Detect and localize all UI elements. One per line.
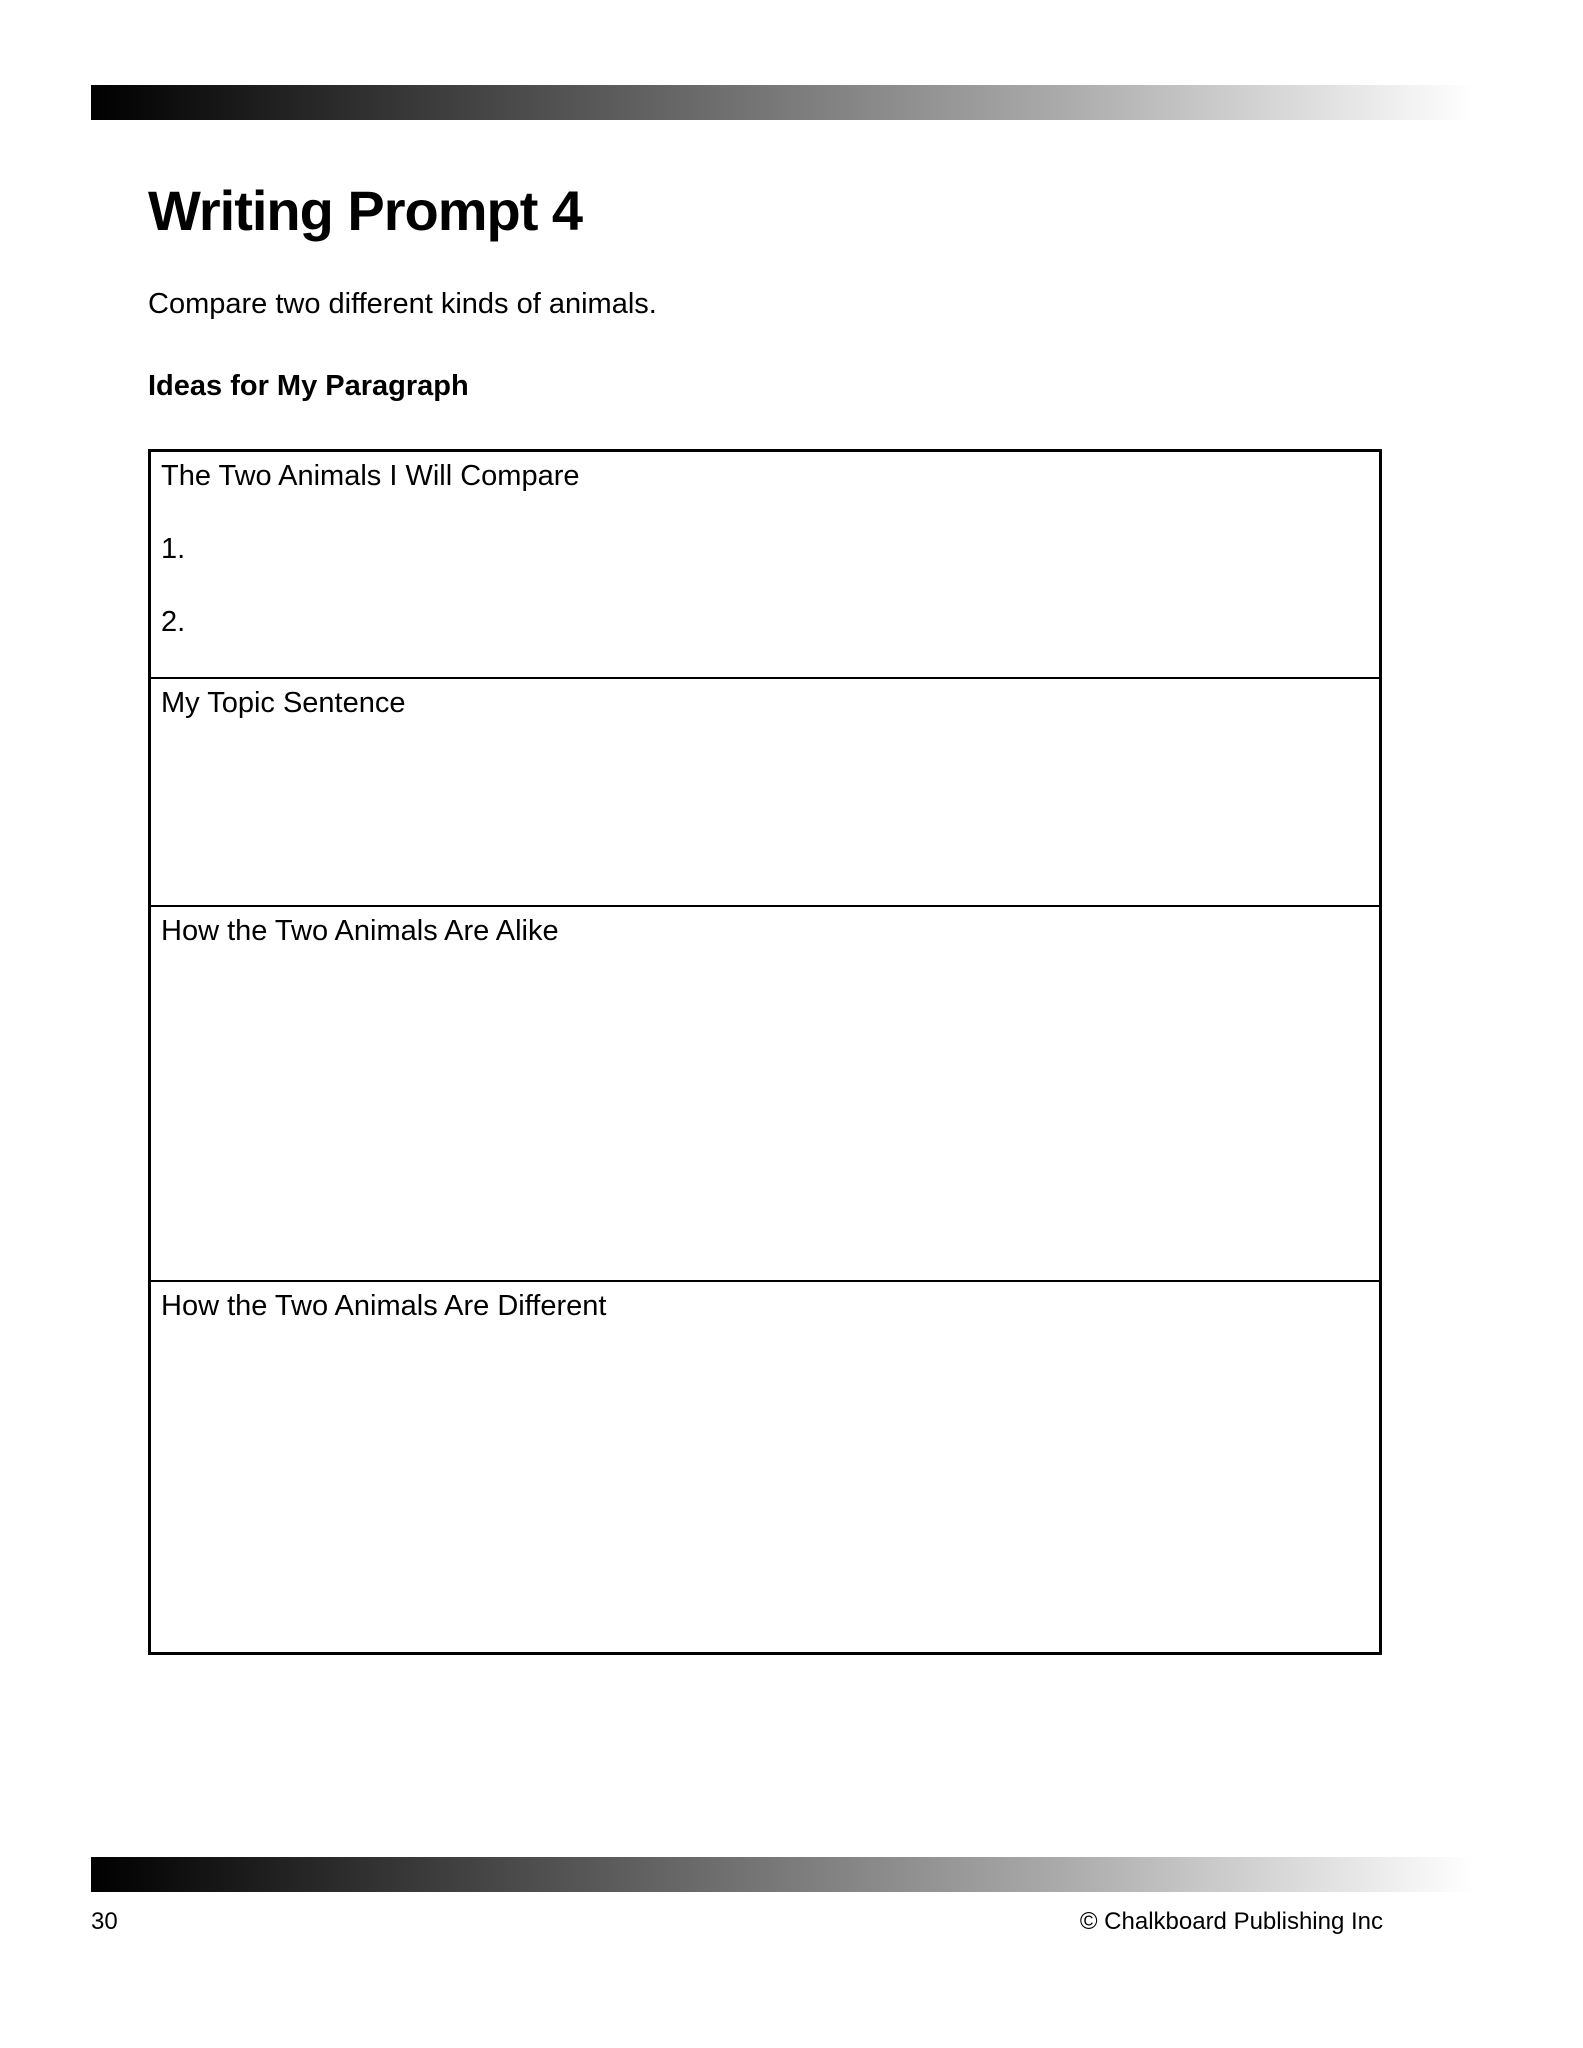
section-label: My Topic Sentence	[161, 687, 406, 719]
section-different[interactable]	[151, 1282, 1379, 1652]
header-gradient-bar	[91, 85, 1474, 120]
footer-gradient-bar	[91, 1857, 1474, 1892]
item-2: 2.	[161, 606, 186, 638]
section-animals[interactable]	[151, 452, 1379, 679]
ideas-heading: Ideas for My Paragraph	[148, 370, 469, 402]
page-title: Writing Prompt 4	[148, 179, 583, 242]
section-topic-sentence[interactable]	[151, 679, 1379, 907]
section-label: The Two Animals I Will Compare	[161, 460, 580, 492]
section-label: How the Two Animals Are Alike	[161, 915, 559, 947]
page-number: 30	[91, 1908, 118, 1935]
copyright: © Chalkboard Publishing Inc	[1079, 1908, 1383, 1935]
graphic-organizer	[148, 449, 1382, 1655]
prompt-text: Compare two different kinds of animals.	[148, 288, 657, 320]
item-1: 1.	[161, 533, 186, 565]
section-alike[interactable]	[151, 907, 1379, 1282]
section-label: How the Two Animals Are Different	[161, 1290, 607, 1322]
